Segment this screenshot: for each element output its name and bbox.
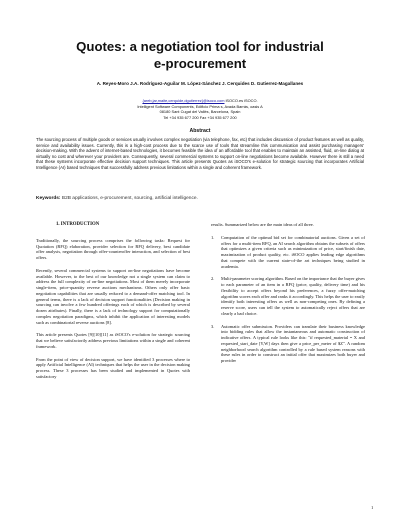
abstract-heading: Abstract: [189, 128, 211, 134]
right-column: [211, 222, 365, 371]
intro-paragraph-4: From the point of view of decision support, we have identified 3 processes where to apply Artificial Intelligence (AI) techniques that helps the user in the decision making process. These 3 processes has been studied and implemented in Quotes with satisfactory: [36, 356, 190, 379]
list-item-number: 3.: [211, 323, 215, 329]
page-number: 1: [371, 505, 374, 510]
address: 08180 Sant Cugat del Vallès, Barcelona, Spain: [159, 109, 241, 115]
abstract-text: The sourcing process of multiple goods or services usually involves complex negotiation (via telephone, fax, etc) that includes discussion of product features as well as quality, service and availability issues. Currently, this is a high-cost process due to the scarce use of tools that streamline this communication and assist purchasing managers' decision-making. With the advent of internet-based technologies, it becomes feasible the idea of an affordable tool that enables to maintain an assisted, fluid, on-line dialog at virtually no cost and wherever your providers are. Consequently, several commercial systems to support on-line negotiations become available. However there is still a need that these systems incorporate effective decision support techniques. This article presents Quotes as iSOCO's e-solution for strategic sourcing that incorporates Artificial Intelligence (AI) based techniques that successfully address previous limitations within a single and coherent framework.: [36, 137, 364, 170]
list-item: [211, 276, 365, 316]
keywords-line: [36, 196, 364, 201]
organization: Intelligent Software Components, Edificio Prima s, Avada Barrás, oasis A: [137, 103, 263, 109]
list-item: [211, 235, 365, 270]
intro-paragraph-3: This article presents Quotes [9][10][11] as iSOCO's e-solution for strategic sourcing that we believe satisfactorily address previous limitations within a single and coherent framework.: [36, 332, 190, 349]
affiliation-block: [60, 98, 340, 120]
intro-paragraph-2: Recently, several commercial systems to support on-line negotiations have become available. However, to the best of our knowledge not a single system can claim to address the full complexity of on-line negotiations. Most of them merely incorporate single-item, price-quantity reverse auctions mechanisms. Others only offer basic negotiation capabilities that are usually reduced to a demand-offer matching tool. In general terms, there is a lack of decision support functionalities (Decision making in sourcing can involve a few hundred offerings each of which is described by several dozen attributes). Finally, there is a lack of technology support for computationally complex negotiation paradigms, which inhibit the application of interesting models such as combinatorial reverse auctions [8].: [36, 267, 190, 325]
paper-title: [40, 38, 360, 72]
author-list: A. Reyes-Moro J.A. Rodríguez-Aguilar M. López-Sánchez J. Cerquides D. Gutierrez-Magallanes: [96, 81, 304, 86]
section-heading-introduction: 1. INTRODUCTION: [56, 222, 100, 227]
author-emails[interactable]: {areb,jar,maite,cerquide,dgutierrez}@isoco.com: [142, 98, 225, 103]
keywords-values: B2B applications, e-procurement, sourcing, artificial intelligence.: [61, 196, 198, 201]
right-intro-text: results. Summarized below are the main ideas of all three.: [211, 222, 314, 227]
title-line-2: e-procurement: [153, 56, 247, 71]
keywords-label: Keywords:: [36, 196, 61, 201]
left-column: [36, 222, 190, 387]
list-item-number: 1.: [211, 234, 215, 240]
intro-paragraph-1: Traditionally, the sourcing process comprises the following tasks: Request for Quotation (RFQ) elaboration, provider selection for RFQ delivery, best candidate offer analysis, negotiation through offer-counteroffer interaction, and selection of best offers.: [36, 237, 190, 260]
list-item: [211, 324, 365, 364]
list-item-number: 2.: [211, 276, 215, 282]
phone-fax: Tel +34 935 677 200 Fax +34 935 677 200: [163, 114, 237, 120]
list-item-text: Computation of the optimal bid set for combinatorial auctions. Given a set of offers for a multi-item RFQ, an AI search algorithm obtains the subsets of offers that optimizes a given criteria such as minimization of price, start/finish date, maximization of product quality, etc. iSOCO applies leading edge algorithms that compete with the current state-of-the art techniques being studied in academia.: [221, 234, 365, 269]
list-item-text: Multi-parameter scoring algorithm. Based on the importance that the buyer gives to each parameter of an item in a RFQ (price, quality, delivery time) and his flexibility to accept offers beyond his preferences, a fuzzy offer-matching algorithm scores each offer and ranks it accordingly. This helps the user to easily identify both interesting offers as well as non-competing ones. By defining a reserve score, users can tell the system to automatically reject offers that are clearly a bad choice.: [221, 276, 365, 316]
org-email: iSOCO.es iSOCO.: [225, 98, 258, 103]
title-line-1: Quotes: a negotiation tool for industrial: [76, 39, 324, 54]
list-item-text: Automatic offer submission. Providers can translate their business knowledge into bidding rules that allow the instantaneous and automatic construction of indicative offers. A typical rule looks like this: "if requested_material = X and requested_start_date [Y,W] days then give a price_per_meter of $Z". A random neighborhood search algorithm controlled by a rule based system reasons with these rules in order to construct an initial offer that maximizes both buyer and provider: [221, 323, 365, 363]
